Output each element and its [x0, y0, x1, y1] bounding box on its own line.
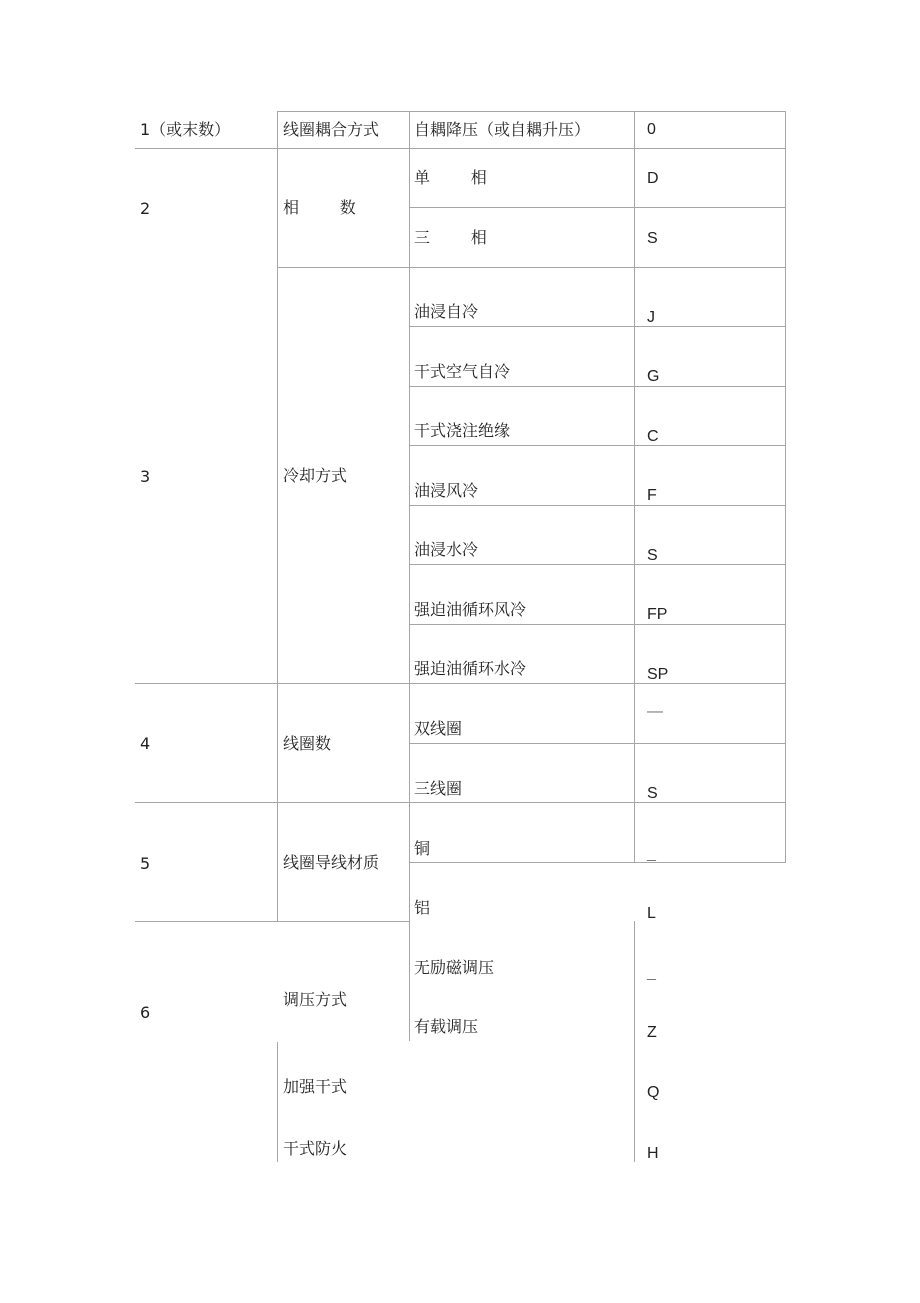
item-code: H — [647, 1145, 659, 1162]
item-code: J — [647, 309, 655, 326]
item-code: SP — [647, 666, 669, 683]
item-label: 三线圈 — [414, 779, 463, 798]
category-label: 线圈数 — [283, 734, 332, 753]
table-rule — [135, 921, 409, 922]
item-label: 油浸风冷 — [414, 481, 479, 500]
item-code: C — [647, 428, 659, 445]
row-number: 5 — [140, 854, 151, 873]
item-label: 干式防火 — [283, 1139, 348, 1158]
table-rule — [135, 683, 786, 684]
item-code: S — [647, 785, 658, 802]
table-rule — [277, 111, 786, 112]
item-label: 油浸自冷 — [414, 302, 479, 321]
table-rule — [409, 564, 786, 565]
table-rule — [277, 111, 278, 921]
item-code: Q — [647, 1084, 660, 1101]
item-code: 0 — [647, 121, 656, 138]
item-label: 加强干式 — [283, 1077, 348, 1096]
table-rule — [277, 1042, 278, 1162]
item-code: D — [647, 170, 659, 187]
table-rule — [409, 386, 786, 387]
item-code: _ — [647, 964, 656, 981]
table-rule — [409, 505, 786, 506]
item-code: — — [647, 703, 663, 720]
item-code: F — [647, 487, 657, 504]
item-code: S — [647, 230, 658, 247]
table-rule — [409, 207, 786, 208]
table-rule — [135, 148, 786, 149]
table-rule — [409, 862, 786, 863]
item-code: FP — [647, 606, 668, 623]
item-label: 强迫油循环水冷 — [414, 659, 527, 678]
table-rule — [409, 111, 410, 1041]
item-label: 干式空气自冷 — [414, 362, 511, 381]
table-rule — [277, 267, 786, 268]
item-label: 自耦降压（或自耦升压） — [414, 120, 591, 139]
row-number: 2 — [140, 199, 151, 218]
row-number: 4 — [140, 734, 151, 753]
item-label: 单 相 — [414, 168, 487, 187]
category-label: 线圈导线材质 — [283, 853, 380, 872]
item-label: 铝 — [414, 898, 431, 917]
item-label: 无励磁调压 — [414, 958, 495, 977]
table-rule — [409, 326, 786, 327]
table-rule — [634, 921, 635, 1162]
row-number: 3 — [140, 467, 151, 486]
item-label: 三 相 — [414, 228, 487, 247]
item-label: 有载调压 — [414, 1017, 479, 1036]
item-code: Z — [647, 1024, 657, 1041]
item-code: G — [647, 368, 660, 385]
category-label: 线圈耦合方式 — [283, 120, 380, 139]
table-rule — [409, 743, 786, 744]
item-code: S — [647, 547, 658, 564]
item-code: _ — [647, 845, 656, 862]
item-label: 油浸水冷 — [414, 540, 479, 559]
item-label: 双线圈 — [414, 719, 463, 738]
item-code: L — [647, 905, 656, 922]
table-rule — [135, 802, 786, 803]
row-number: 1（或末数） — [140, 120, 231, 139]
item-label: 强迫油循环风冷 — [414, 600, 527, 619]
table-rule — [409, 624, 786, 625]
category-label: 调压方式 — [283, 990, 348, 1009]
category-label: 冷却方式 — [283, 466, 348, 485]
table-rule — [409, 445, 786, 446]
table-rule — [785, 111, 786, 862]
item-label: 干式浇注绝缘 — [414, 421, 511, 440]
category-label: 相 数 — [283, 198, 356, 217]
item-label: 铜 — [414, 839, 431, 858]
table-rule — [634, 111, 635, 862]
row-number: 6 — [140, 1003, 151, 1022]
